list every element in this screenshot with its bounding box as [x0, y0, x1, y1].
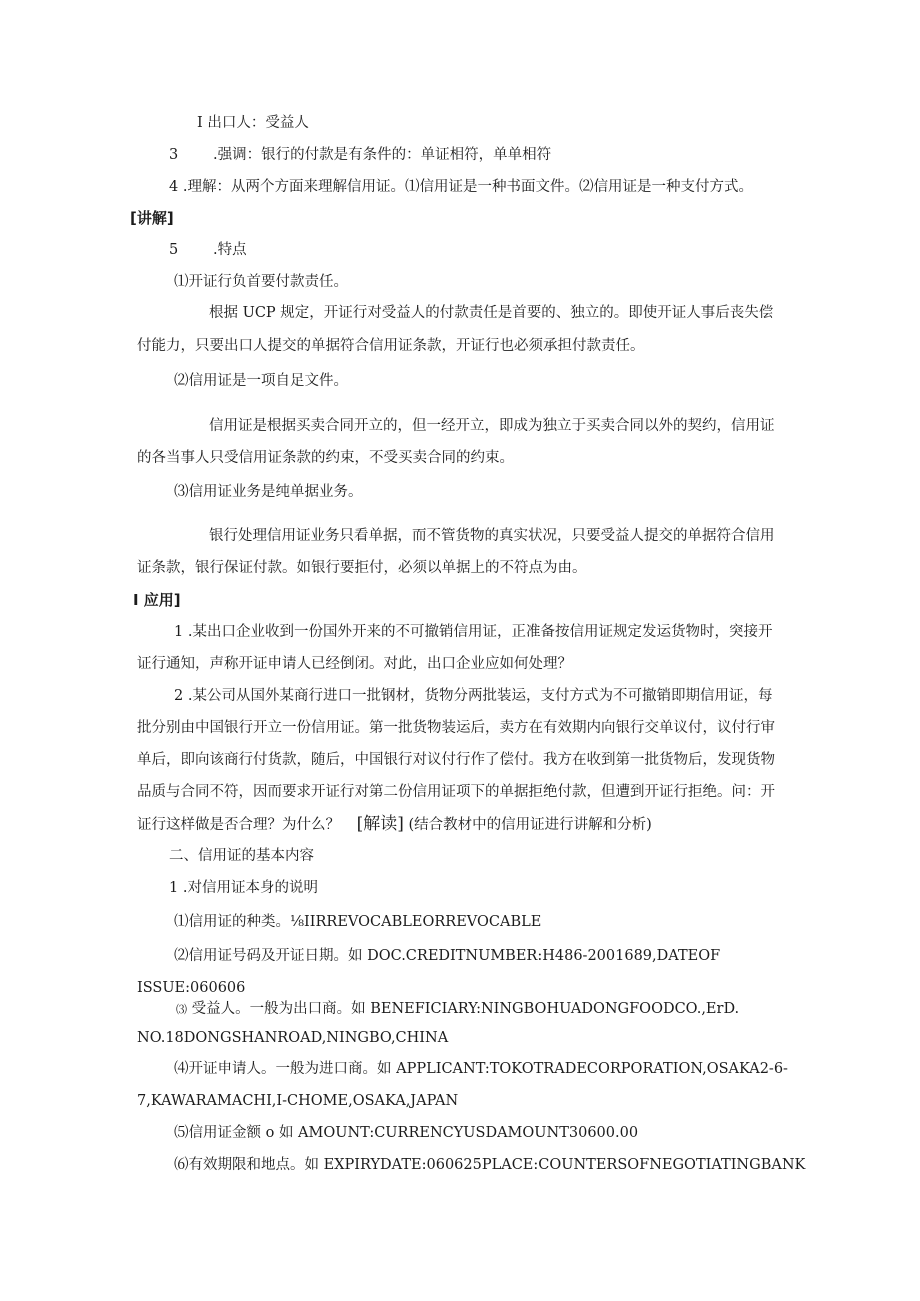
lc-number-date-line-2: ISSUE:060606	[137, 980, 246, 996]
interpretation-note: (结合教材中的信用证进行讲解和分析)	[408, 817, 652, 833]
feature-3-paragraph-line-1: 银行处理信用证业务只看单据，而不管货物的真实状况，只要受益人提交的单据符合信用	[209, 528, 775, 544]
section-two-heading: 二、信用证的基本内容	[169, 848, 314, 864]
feature-2-title: ⑵信用证是一项自足文件。	[174, 373, 348, 389]
expiry-line: ⑹有效期限和地点。如 EXPIRYDATE:060625PLACE:COUNTERSOFNEGOTIATINGBANK	[174, 1157, 806, 1173]
item-1-description: 1 .对信用证本身的说明	[169, 880, 318, 896]
item-3-emphasis: .强调：银行的付款是有条件的：单证相符，单单相符	[213, 147, 552, 163]
item-3-number: 3	[169, 147, 179, 163]
line-exporter-beneficiary: I 出口人：受益人	[197, 115, 309, 131]
item-5-number: 5	[169, 242, 179, 258]
applicant-line-1: ⑷开证申请人。一般为进口商。如 APPLICANT:TOKOTRADECORPORATION,OSAKA2-6-	[174, 1061, 788, 1077]
beneficiary-line-1	[176, 999, 739, 1020]
feature-1-paragraph-line-2: 付能力，只要出口人提交的单据符合信用证条款，开证行也必须承担付款责任。	[137, 338, 645, 354]
feature-1-paragraph-line-1: 根据 UCP 规定，开证行对受益人的付款责任是首要的、独立的。即使开证人事后丧失偿	[209, 305, 774, 321]
beneficiary-text: 受益人。一般为出口商。如 BENEFICIARY:NINGBOHUADONGFOODCO.,ErD.	[191, 1001, 740, 1017]
case-1-line-2: 证行通知，声称开证申请人已经倒闭。对此，出口企业应如何处理？	[137, 656, 572, 672]
lc-number-date-line-1: ⑵信用证号码及开证日期。如 DOC.CREDITNUMBER:H486-2001689,DATEOF	[174, 948, 721, 964]
item-3-marker: ⑶	[176, 1003, 187, 1016]
case-2-line-5	[137, 814, 652, 835]
case-1-line-1: 1 .某出口企业收到一份国外开来的不可撤销信用证，正准备按信用证规定发运货物时，突接开	[174, 624, 773, 640]
case-2-line-3: 单后，即向该商行付货款，随后，中国银行对议付行作了偿付。我方在收到第一批货物后，发现货物	[137, 752, 775, 768]
case-2-line-1: 2 .某公司从国外某商行进口一批钢材，货物分两批装运，支付方式为不可撤销即期信用证，每	[174, 688, 773, 704]
applicant-line-2: 7,KAWARAMACHI,I-CHOME,OSAKA,JAPAN	[137, 1093, 459, 1109]
case-2-line-4: 品质与合同不符，因而要求开证行对第二份信用证项下的单据拒绝付款，但遭到开证行拒绝。问：开	[137, 784, 775, 800]
interpretation-label: [解读]	[356, 814, 404, 834]
feature-3-title: ⑶信用证业务是纯单据业务。	[174, 484, 363, 500]
case-2-question: 证行这样做是否合理？为什么？	[137, 817, 340, 833]
beneficiary-line-2: NO.18DONGSHANROAD,NINGBO,CHINA	[137, 1030, 449, 1046]
feature-3-paragraph-line-2: 证条款，银行保证付款。如银行要拒付，必须以单据上的不符点为由。	[137, 560, 587, 576]
section-explanation-heading: [讲解]	[130, 209, 174, 227]
lc-type-line: ⑴信用证的种类。⅛IIRREVOCABLEORREVOCABLE	[174, 914, 542, 930]
feature-2-paragraph-line-1: 信用证是根据买卖合同开立的，但一经开立，即成为独立于买卖合同以外的契约，信用证	[209, 418, 775, 434]
feature-1-title: ⑴开证行负首要付款责任。	[174, 274, 348, 290]
amount-line: ⑸信用证金额 o 如 AMOUNT:CURRENCYUSDAMOUNT30600.00	[174, 1125, 639, 1141]
item-5-features: .特点	[213, 242, 247, 258]
section-application-heading: I 应用]	[133, 591, 181, 609]
item-4-understanding: 4 .理解：从两个方面来理解信用证。⑴信用证是一种书面文件。⑵信用证是一种支付方式。	[169, 179, 753, 195]
feature-2-paragraph-line-2: 的各当事人只受信用证条款的约束，不受买卖合同的约束。	[137, 450, 514, 466]
case-2-line-2: 批分别由中国银行开立一份信用证。第一批货物装运后，卖方在有效期内向银行交单议付，议付行审	[137, 720, 775, 736]
